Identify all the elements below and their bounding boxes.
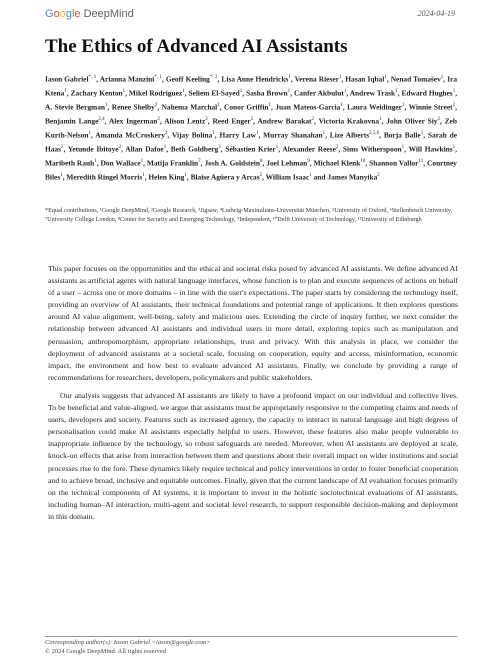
author-affiliation-mark: 1 bbox=[401, 144, 405, 150]
copyright-notice: © 2024 Google DeepMind. All rights reserved bbox=[45, 647, 167, 655]
author-affiliation-mark: 1 bbox=[212, 130, 215, 136]
author-name: Zeb Kurth-Nelson bbox=[45, 116, 458, 140]
publication-date: 2024-04-19 bbox=[417, 9, 455, 18]
author-affiliation-mark: 1 bbox=[288, 75, 291, 80]
author-affiliation-mark: 2 bbox=[311, 116, 315, 122]
author-name: Beth Goldberg bbox=[170, 144, 219, 154]
author-name: James Manyika bbox=[327, 172, 378, 182]
author-affiliation-mark: 1 bbox=[122, 88, 126, 94]
author-affiliation-mark: 1 bbox=[163, 144, 167, 150]
logo-deepmind-text: DeepMind bbox=[83, 8, 134, 20]
author-name: Maribeth Rauh bbox=[45, 158, 95, 168]
author-name: Juan Mateos-Garcia bbox=[275, 102, 341, 112]
author-name: Harry Law bbox=[219, 130, 256, 140]
author-affiliation-mark: 1 bbox=[452, 88, 456, 94]
author-affiliation-mark: 1 bbox=[322, 130, 326, 136]
author-affiliation-mark: 1 bbox=[64, 88, 67, 94]
author-affiliation-mark: 9 bbox=[307, 158, 310, 164]
author-affiliation-mark: 2 bbox=[164, 130, 168, 136]
author-name: Geoff Keeling bbox=[165, 74, 210, 84]
author-affiliation-mark: 1 bbox=[309, 172, 312, 178]
author-affiliation-mark: 1 bbox=[340, 102, 343, 108]
author-name: Will Hawkins bbox=[408, 144, 453, 154]
author-affiliation-mark: 2 bbox=[259, 172, 263, 178]
author-affiliation-mark: 1 bbox=[401, 102, 405, 108]
author-affiliation-mark: 1 bbox=[239, 88, 243, 94]
author-name: Alison Lentz bbox=[164, 116, 206, 126]
author-name: Meredith Ringel Morris bbox=[66, 172, 143, 182]
author-name: Vijay Bolina bbox=[171, 130, 213, 140]
author-affiliation-mark: 10 bbox=[360, 158, 366, 164]
author-name: Canfer Akbulut bbox=[293, 88, 344, 98]
author-affiliation-mark: 2 bbox=[205, 116, 208, 122]
author-affiliation-mark: 1 bbox=[420, 130, 424, 136]
author-name: Zachary Kenton bbox=[70, 88, 123, 98]
author-name: Allan Dafoe bbox=[125, 144, 164, 154]
author-name: Arianna Manzini bbox=[99, 74, 155, 84]
author-affiliation-mark: 1 bbox=[255, 130, 259, 136]
author-affiliation-mark: 1 bbox=[287, 88, 291, 94]
author-name: Yetunde Ibitoye bbox=[67, 144, 119, 154]
author-affiliation-mark: 2 bbox=[335, 144, 339, 150]
author-name: Matija Franklin bbox=[146, 158, 199, 168]
author-affiliation-mark: 2 bbox=[118, 144, 122, 150]
author-name: Sébastien Krier bbox=[225, 144, 276, 154]
google-deepmind-logo bbox=[45, 8, 134, 20]
abstract bbox=[45, 263, 461, 529]
author-name: Iason Gabriel bbox=[45, 74, 89, 84]
abstract-paragraph-1: This paper focuses on the opportunities and the ethical and societal risks posed by advanced AI assistants. We define advanced AI assistants as artificial agents with natural language interfaces, whose function is to plan and execute sequences of actions on behalf of a user – across one or more domains – in line with the user's expectations. The paper starts by considering the technology itself, providing an overview of AI assistants, their technical foundations and potential range of applications. It then explores questions around AI value alignment, well-being, safety and malicious uses. Extending the circle of inquiry further, we next consider the relationship between advanced AI assistants and individual users in more detail, exploring topics such as manipulation and persuasion, anthropomorphism, appropriate relationships, trust and privacy. With this analysis in place, we consider the deployment of advanced assistants at a societal scale, focusing on cooperation, equity and access, misinformation, economic impact, the environment and how best to evaluate advanced AI assistants. Finally, we conclude by providing a range of recommendations for researchers, developers, policymakers and public stakeholders. bbox=[48, 264, 458, 382]
author-affiliation-mark: 1 bbox=[395, 88, 398, 94]
author-name: Victoria Krakovna bbox=[318, 116, 380, 126]
author-name: Alexander Reese bbox=[282, 144, 336, 154]
author-name: Sasha Brown bbox=[246, 88, 288, 98]
author-affiliation-mark: 1 bbox=[440, 75, 444, 80]
author-name: Verena Rieser bbox=[294, 74, 339, 84]
author-name: Winnie Street bbox=[408, 102, 453, 112]
author-affiliation-mark: 11 bbox=[418, 158, 424, 164]
author-affiliation-mark: 1 bbox=[94, 158, 97, 164]
author-name: Lize Alberts bbox=[329, 130, 370, 140]
author-affiliation-mark: 1 bbox=[338, 75, 342, 80]
author-name: John Oliver Siy bbox=[386, 116, 438, 126]
author-name: Borja Balle bbox=[383, 130, 421, 140]
author-affiliation-mark: 1 bbox=[60, 172, 63, 178]
author-affiliation-mark: 2 bbox=[452, 102, 456, 108]
author-affiliation-mark: 2 bbox=[154, 102, 158, 108]
author-name: Laura Weidinger bbox=[347, 102, 402, 112]
author-affiliation-mark: 1 bbox=[275, 144, 279, 150]
author-affiliation-mark: 1 bbox=[217, 102, 220, 108]
author-name: Shannon Vallor bbox=[369, 158, 419, 168]
author-affiliation-mark: 1 bbox=[140, 158, 144, 164]
author-affiliation-mark: *, 2 bbox=[209, 75, 218, 80]
author-affiliation-mark: 1 bbox=[182, 88, 185, 94]
author-name: Don Wallace bbox=[100, 158, 141, 168]
author-affiliation-mark: 1 bbox=[142, 172, 145, 178]
author-name: Hasan Iqbal bbox=[345, 74, 385, 84]
author-name: Sims Witherspoon bbox=[342, 144, 402, 154]
author-name: Helen King bbox=[148, 172, 185, 182]
paper-title: The Ethics of Advanced AI Assistants bbox=[45, 36, 348, 57]
corresponding-author: Corresponding author(s): Iason Gabriel <iason@google.com> bbox=[45, 639, 211, 646]
author-name: Nahema Marchal bbox=[161, 102, 218, 112]
author-affiliation-mark: 3 bbox=[218, 144, 221, 150]
page-header bbox=[45, 8, 455, 22]
logo-google-text: Google bbox=[45, 8, 81, 20]
author-affiliation-mark: 1 bbox=[384, 75, 387, 80]
author-name: Murray Shanahan bbox=[263, 130, 323, 140]
author-affiliation-mark: 2 bbox=[437, 116, 440, 122]
author-name: Reed Enger bbox=[212, 116, 251, 126]
affiliations: *Equal contributions, ¹Google DeepMind, ²Google Research, ³Jigsaw, ⁴Ludwig-Maximilians-Universität München, ⁵University of Oxford, ⁶Stellenbosch University, ⁷University College London, ⁸Center for Security and Emerging Technology, ⁹Independent, ¹⁰Delft University of Technology, ¹¹University of Edinburgh bbox=[45, 207, 453, 223]
author-affiliation-mark: 1 bbox=[184, 172, 187, 178]
author-name: Andrew Trask bbox=[349, 88, 396, 98]
author-affiliation-mark: 1 bbox=[343, 88, 347, 94]
author-affiliation-mark: 1 bbox=[452, 144, 456, 150]
author-name: Alex Ingerman bbox=[108, 116, 158, 126]
author-affiliation-mark: 2,4 bbox=[98, 116, 105, 122]
author-affiliation-mark: *, 1 bbox=[154, 75, 163, 80]
author-list: Iason Gabriel$^{*, 1}$, Arianna Manzini$^{*, 1}$, Geoff Keeling$^{*, 2}$, Lisa Anne Hendricks$^1$, Verena Rieser$^1$, Hasan Iqbal$^1$, Nenad Tomašev$^1$, Ira Ktena$^1$, Zachary Kenton$^1$, Mikel Rodriguez$^1$, Seliem El-Sayed$^1$, Sasha Brown$^1$, Canfer Akbulut$^1$, Andrew Trask$^1$, Edward Hughes$^1$, A. Stevie Bergman$^1$, Renee Shelby$^2$, Nahema Marchal$^1$, Conor Griffin$^1$, Juan Mateos-Garcia$^1$, Laura Weidinger$^1$, Winnie Street$^2$, Benjamin Lange$^{2,4}$, Alex Ingerman$^2$, Alison Lentz$^2$, Reed Enger$^2$, Andrew Barakat$^2$, Victoria Krakovna$^1$, John Oliver Siy$^2$, Zeb Kurth-Nelson$^1$, Amanda McCroskery$^2$, Vijay Bolina$^1$, Harry Law$^1$, Murray Shanahan$^1$, Lize Alberts$^{2,5,6}$, Borja Balle$^1$, Sarah de Haas$^2$, Yetunde Ibitoye$^2$, Allan Dafoe$^1$, Beth Goldberg$^3$, Sébastien Krier$^1$, Alexander Reese$^2$, Sims Witherspoon$^1$, Will Hawkins$^1$, Maribeth Rauh$^1$, Don Wallace$^1$, Matija Franklin$^7$, Josh A. Goldstein$^8$, Joel Lehman$^9$, Michael Klenk$^{10}$, Shannon Vallor$^{11}$, Courtney Biles$^1$, Meredith Ringel Morris$^1$, Helen King$^1$, Blaise Agüera y Arcas$^2$, William Isaac$^1$ and James Manyika$^2$ bbox=[45, 74, 458, 182]
author-name: Lisa Anne Hendricks bbox=[221, 74, 289, 84]
author-affiliation-mark: 2,5,6 bbox=[369, 130, 380, 136]
author-name: Blaise Agüera y Arcas bbox=[190, 172, 260, 182]
author-name: Ira Ktena bbox=[45, 74, 458, 98]
author-affiliation-mark: *, 1 bbox=[88, 75, 97, 80]
author-affiliation-mark: 2 bbox=[61, 144, 64, 150]
author-name: Seliem El-Sayed bbox=[188, 88, 240, 98]
author-name: Courtney Biles bbox=[45, 158, 458, 182]
author-name: William Isaac bbox=[265, 172, 310, 182]
author-name: Andrew Barakat bbox=[257, 116, 312, 126]
author-name: Joel Lehman bbox=[266, 158, 308, 168]
author-name: Michael Klenk bbox=[313, 158, 361, 168]
author-name: Conor Griffin bbox=[223, 102, 269, 112]
author-affiliation-mark: 1 bbox=[268, 102, 272, 108]
abstract-paragraph-2: Our analysis suggests that advanced AI assistants are likely to have a profound impact on our individual and collective lives. To be beneficial and value-aligned, we argue that assistants must be appropriately responsive to the competing claims and needs of users, developers and society. Features such as increased agency, the capacity to interact in natural language and high degrees of personalisation could make AI assistants especially helpful to users. However, these features also make people vulnerable to inappropriate influence by the technology, so robust safeguards are needed. Moreover, when AI assistants are deployed at scale, knock-on effects that arise from interaction between them and questions about their overall impact on wider institutions and social processes rise to the fore. These dynamics likely require technical and policy interventions in order to foster beneficial cooperation and to achieve broad, inclusive and equitable outcomes. Finally, given that the current landscape of AI evaluation focuses primarily on the technical components of AI systems, it is important to invest in the holistic sociotechnical evaluations of AI assistants, including human–AI interaction, multi-agent and societal level research, to support responsible decision-making and deployment in this domain. bbox=[48, 390, 458, 521]
author-name: Nenad Tomašev bbox=[390, 74, 441, 84]
author-affiliation-mark: 1 bbox=[379, 116, 382, 122]
author-affiliation-mark: 8 bbox=[259, 158, 263, 164]
author-name: Edward Hughes bbox=[401, 88, 453, 98]
author-name: Josh A. Goldstein bbox=[204, 158, 260, 168]
author-affiliation-mark: 2 bbox=[250, 116, 254, 122]
author-affiliation-mark: 2 bbox=[377, 172, 380, 178]
author-affiliation-mark: 7 bbox=[198, 158, 201, 164]
author-name: Benjamin Lange bbox=[45, 116, 99, 126]
page-footer bbox=[45, 636, 457, 656]
author-affiliation-mark: 2 bbox=[157, 116, 160, 122]
author-name: Mikel Rodriguez bbox=[128, 88, 183, 98]
author-name: Sarah de Haas bbox=[45, 130, 457, 154]
author-affiliation-mark: 1 bbox=[88, 130, 92, 136]
author-affiliation-mark: 1 bbox=[105, 102, 108, 108]
author-name: Renee Shelby bbox=[111, 102, 155, 112]
author-name: Amanda McCroskery bbox=[95, 130, 165, 140]
author-name: A. Stevie Bergman bbox=[45, 102, 106, 112]
